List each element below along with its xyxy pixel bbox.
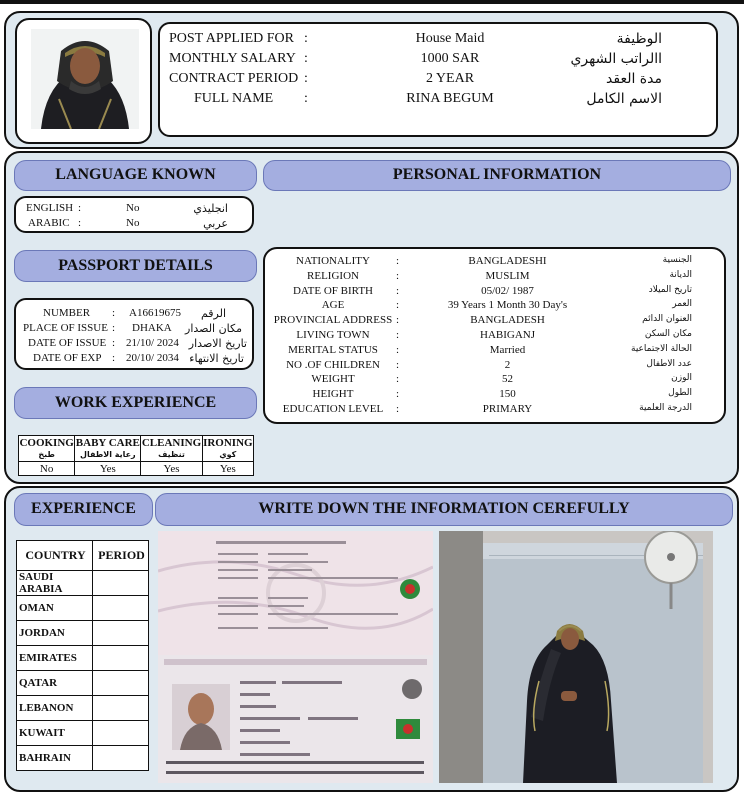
experience-row: BAHRAIN [17,746,149,771]
personal-info-label: HEIGHT [312,388,354,401]
personal-info-arabic: العمر [672,299,692,310]
candidate-portrait [31,29,139,129]
personal-info-value: MUSLIM [485,269,530,282]
personal-info-arabic: الطول [668,388,692,399]
personal-info-value: 52 [502,373,513,386]
personal-info-arabic: الحالة الاجتماعية [631,343,692,354]
personal-info-arabic: الدرجة العلمية [639,403,692,413]
details-panel [4,151,739,484]
personal-info-value: HABIGANJ [480,329,535,341]
personal-info-colon: : [396,388,400,401]
experience-row: EMIRATES [17,646,149,671]
skill-header-row [19,436,254,462]
experience-row: SAUDI ARABIA [17,571,149,596]
personal-info-label: LIVING TOWN [296,329,370,341]
photo-frame [15,18,152,144]
personal-info-value: PRIMARY [482,403,533,415]
personal-info-arabic: تاريخ الميلاد [648,284,692,295]
country-column-header: COUNTRY [17,541,93,571]
personal-info-value: BANGLADESH [470,314,545,327]
personal-info-colon: : [396,314,400,327]
experience-table [16,540,149,771]
personal-info-colon: : [396,269,400,282]
personal-info-colon: : [396,255,400,267]
passport-box: NUMBER : A16619675 الرقم PLACE OF ISSUE : DHAKA مكان الصدار DATE OF ISSUE : 21/10/ 2024 تاريخ الاصدار DATE OF EXP : 20/10/ 2034 تاريخ الانتهاء [14,298,254,370]
top-border [0,0,744,4]
skill-value-cell: Yes [202,462,253,476]
experience-panel [4,486,739,792]
experience-row: JORDAN [17,621,149,646]
personal-info-arabic: الديانة [669,269,692,280]
personal-info-colon: : [396,284,400,297]
language-known-heading: LANGUAGE KNOWN [14,160,257,191]
personal-info-arabic: العنوان الدائم [642,314,692,325]
personal-info-colon: : [396,343,400,356]
work-skills-table [18,435,254,476]
skill-header-cell: CLEANING تنظيف [141,436,202,462]
period-column-header: PERIOD [93,541,149,571]
experience-row: OMAN [17,596,149,621]
job-summary-box: POST APPLIED FOR : House Maid الوظيفة MONTHLY SALARY : 1000 SAR االراتب الشهري CONTRACT PERIOD : 2 YEAR مدة العقد FULL NAME : RINA BEGUM الاسم الكامل [158,22,718,137]
candidate-full-photo [439,531,713,783]
experience-row: LEBANON [17,696,149,721]
personal-info-label: EDUCATION LEVEL [282,403,384,415]
personal-info-label: RELIGION [307,269,359,282]
skill-header-cell: BABY CARE رعاية الاطفال [75,436,141,462]
personal-info-label: PROVINCIAL ADDRESS [273,314,393,327]
personal-info-value: 39 Years 1 Month 30 Day's [447,299,568,312]
personal-info-arabic: الجنسية [662,255,692,265]
personal-info-value: 150 [499,388,516,401]
personal-info-label: AGE [321,299,345,312]
personal-info-label: NO .OF CHILDREN [286,358,380,371]
personal-info-colon: : [396,299,400,312]
passport-details-heading: PASSPORT DETAILS [14,250,257,282]
personal-info-colon: : [396,329,400,341]
personal-info-arabic: عدد الاطفال [646,358,692,369]
personal-info-value: Married [489,343,526,356]
work-experience-heading: WORK EXPERIENCE [14,387,257,419]
personal-info-arabic: مكان السكن [644,329,692,339]
skill-value-cell: No [19,462,75,476]
header-panel [4,11,739,149]
instruction-heading: WRITE DOWN THE INFORMATION CEREFULLY [155,493,733,526]
personal-info-label: MERITAL STATUS [288,343,378,356]
experience-row: KUWAIT [17,721,149,746]
skill-header-cell: IRONING كوي [202,436,253,462]
personal-info-arabic: الوزن [671,373,692,384]
personal-info-colon: : [396,358,400,371]
personal-info-value: 2 [504,358,511,371]
personal-info-value: 05/02/ 1987 [481,284,534,297]
personal-info-colon: : [396,403,400,415]
skill-value-row [19,462,254,476]
personal-information-box [263,247,726,424]
personal-info-value: BANGLADESHI [468,255,547,267]
personal-info-label: NATIONALITY [296,255,370,267]
passport-scan-image [158,531,433,783]
skill-value-cell: Yes [75,462,141,476]
personal-information-heading: PERSONAL INFORMATION [263,160,731,191]
personal-info-label: WEIGHT [311,373,355,386]
experience-row: QATAR [17,671,149,696]
personal-info-label: DATE OF BIRTH [292,284,373,297]
skill-header-cell: COOKING طبخ [19,436,75,462]
languages-box: ENGLISH : No انجليذي ARABIC : No عربي [14,196,254,233]
skill-value-cell: Yes [141,462,202,476]
personal-info-colon: : [396,373,400,386]
experience-heading: EXPERIENCE [14,493,153,526]
experience-header-row [17,541,149,571]
